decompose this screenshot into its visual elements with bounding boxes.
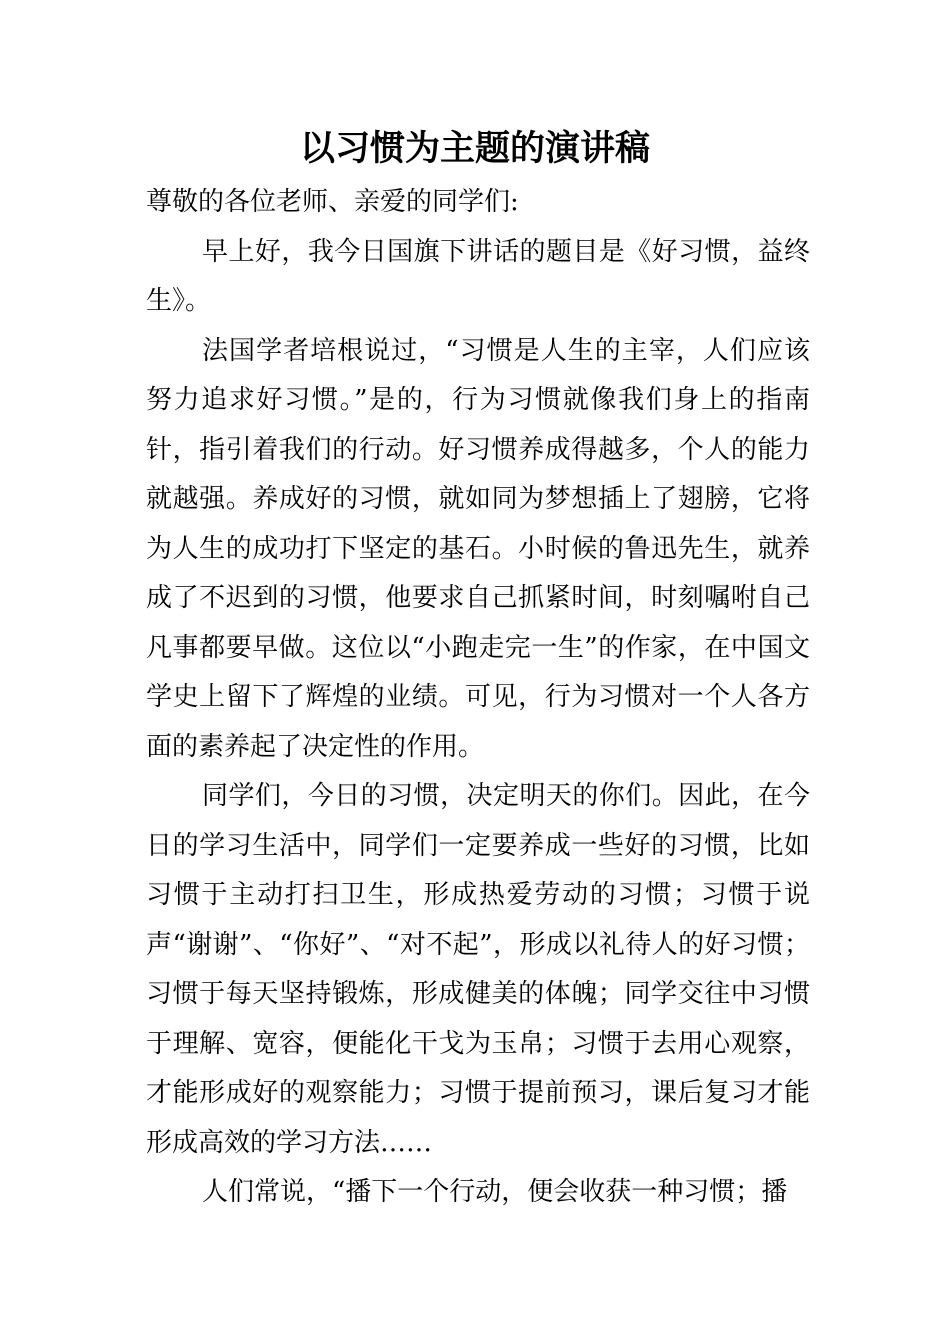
- paragraph-saying: 人们常说，“播下一个行动，便会收获一种习惯；播: [202, 1177, 788, 1207]
- document-body: [146, 178, 810, 1218]
- paragraph-greeting: 早上好，我今日国旗下讲话的题目是《好习惯，益终生》。: [146, 236, 810, 316]
- document-title: 以习惯为主题的演讲稿: [299, 129, 650, 169]
- paragraph-good-habits: 同学们，今日的习惯，决定明天的你们。因此，在今日的学习生活中，同学们一定要养成一些好的习惯，比如习惯于主动打扫卫生，形成热爱劳动的习惯；习惯于说声“谢谢”、“你好”、“对不起”，形成以礼待人的好习惯；习惯于每天坚持锻炼，形成健美的体魄；同学交往中习惯于理解、宽容，便能化干戈为玉帛；习惯于去用心观察，才能形成好的观察能力；习惯于提前预习，课后复习才能形成高效的学习方法……: [146, 781, 810, 1158]
- salutation: 尊敬的各位老师、亲爱的同学们:: [146, 187, 519, 217]
- paragraph-bacon-quote: 法国学者培根说过，“习惯是人生的主宰，人们应该努力追求好习惯。”是的，行为习惯就像我们身上的指南针，指引着我们的行动。好习惯养成得越多，个人的能力就越强。养成好的习惯，就如同为梦想插上了翅膀，它将为人生的成功打下坚定的基石。小时候的鲁迅先生，就养成了不迟到的习惯，他要求自己抓紧时间，时刻嘱咐自己凡事都要早做。这位以“小跑走完一生”的作家，在中国文学史上留下了辉煌的业绩。可见，行为习惯对一个人各方面的素养起了决定性的作用。: [146, 335, 810, 762]
